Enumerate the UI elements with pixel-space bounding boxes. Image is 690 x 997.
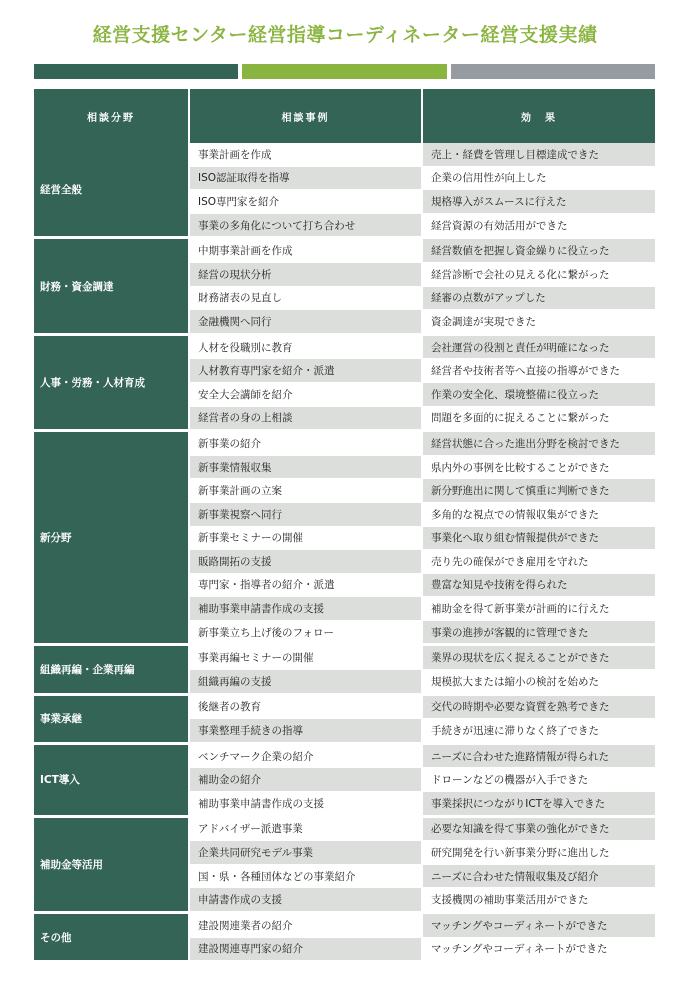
effect-cell: 新分野進出に関して慎重に判断できた xyxy=(422,479,655,503)
example-cell: ISO認証取得を指導 xyxy=(189,166,422,190)
example-cell: 補助事業申請書作成の支援 xyxy=(189,597,422,621)
example-cell: 事業の多角化について打ち合わせ xyxy=(189,213,422,238)
example-cell: 販路開拓の支援 xyxy=(189,550,422,574)
example-cell: 新事業の紹介 xyxy=(189,431,422,456)
table-header-row xyxy=(34,89,655,143)
example-cell: 建設関連専門家の紹介 xyxy=(189,937,422,962)
example-cell: 新事業計画の立案 xyxy=(189,479,422,503)
effect-cell: 売上・経費を管理し目標達成できた xyxy=(422,143,655,166)
table-row xyxy=(34,143,655,166)
effect-cell: 支援機関の補助事業活用ができた xyxy=(422,888,655,913)
effect-cell: 事業採択につながりICTを導入できた xyxy=(422,792,655,817)
effect-cell: 手続きが迅速に滞りなく終了できた xyxy=(422,719,655,744)
example-cell: 人材教育専門家を紹介・派遣 xyxy=(189,359,422,383)
category-cell: 経営全般 xyxy=(34,143,189,238)
effect-cell: 経営資源の有効活用ができた xyxy=(422,213,655,238)
table-row xyxy=(34,743,655,768)
effect-cell: ニーズに合わせた進路情報が得られた xyxy=(422,743,655,768)
example-cell: 経営者の身の上相談 xyxy=(189,406,422,431)
effect-cell: 経審の点数がアップした xyxy=(422,286,655,310)
effect-cell: 研究開発を行い新事業分野に進出した xyxy=(422,841,655,865)
example-cell: 専門家・指導者の紹介・派遣 xyxy=(189,573,422,597)
table-row xyxy=(34,694,655,719)
effect-cell: 問題を多面的に捉えることに繋がった xyxy=(422,406,655,431)
example-cell: 申請書作成の支援 xyxy=(189,888,422,913)
example-cell: 新事業立ち上げ後のフォロー xyxy=(189,620,422,645)
effect-cell: ニーズに合わせた情報収集及び紹介 xyxy=(422,864,655,888)
example-cell: アドバイザー派遣事業 xyxy=(189,816,422,841)
table-row xyxy=(34,431,655,456)
effect-cell: 企業の信用性が向上した xyxy=(422,166,655,190)
example-cell: 建設関連業者の紹介 xyxy=(189,913,422,938)
effect-cell: 補助金を得て新事業が計画的に行えた xyxy=(422,597,655,621)
example-cell: 事業整理手続きの指導 xyxy=(189,719,422,744)
effect-cell: 交代の時期や必要な資質を熟考できた xyxy=(422,694,655,719)
effect-cell: 経営状態に合った進出分野を検討できた xyxy=(422,431,655,456)
example-cell: 事業再編セミナーの開催 xyxy=(189,645,422,670)
example-cell: ベンチマーク企業の紹介 xyxy=(189,743,422,768)
dark-green-bar xyxy=(34,64,238,79)
example-cell: 国・県・各種団体などの事業紹介 xyxy=(189,864,422,888)
category-cell: その他 xyxy=(34,913,189,962)
effect-cell: マッチングやコーディネートができた xyxy=(422,913,655,938)
example-cell: 企業共同研究モデル事業 xyxy=(189,841,422,865)
example-cell: 経営の現状分析 xyxy=(189,262,422,286)
effect-cell: 経営数値を把握し資金繰りに役立った xyxy=(422,238,655,263)
effect-cell: 必要な知識を得て事業の強化ができた xyxy=(422,816,655,841)
page-title: 経営支援センター経営指導コーディネーター経営支援実績 xyxy=(92,24,598,46)
example-cell: 財務諸表の見直し xyxy=(189,286,422,310)
effect-cell: 多角的な視点での情報収集ができた xyxy=(422,502,655,526)
example-cell: 人材を役職別に教育 xyxy=(189,334,422,359)
effect-cell: 経営者や技術者等へ直接の指導ができた xyxy=(422,359,655,383)
table-row xyxy=(34,816,655,841)
effect-cell: 規模拡大または縮小の検討を始めた xyxy=(422,670,655,695)
example-cell: 金融機関へ同行 xyxy=(189,310,422,335)
category-cell: 事業承継 xyxy=(34,694,189,743)
example-cell: 組織再編の支援 xyxy=(189,670,422,695)
category-cell: 財務・資金調達 xyxy=(34,238,189,334)
effect-cell: 規格導入がスムースに行えた xyxy=(422,190,655,214)
table-body xyxy=(34,143,655,962)
effect-cell: マッチングやコーディネートができた xyxy=(422,937,655,962)
effect-cell: 作業の安全化、環境整備に役立った xyxy=(422,382,655,406)
table-row xyxy=(34,238,655,263)
category-cell: ICT導入 xyxy=(34,743,189,816)
effect-cell: 売り先の確保ができ雇用を守れた xyxy=(422,550,655,574)
example-cell: 新事業視察へ同行 xyxy=(189,502,422,526)
table-row xyxy=(34,913,655,938)
gray-bar xyxy=(451,64,655,79)
category-cell: 組織再編・企業再編 xyxy=(34,645,189,694)
example-cell: 事業計画を作成 xyxy=(189,143,422,166)
example-cell: ISO専門家を紹介 xyxy=(189,190,422,214)
example-cell: 後継者の教育 xyxy=(189,694,422,719)
effect-cell: 業界の現状を広く捉えることができた xyxy=(422,645,655,670)
example-cell: 新事業情報収集 xyxy=(189,455,422,479)
light-green-bar xyxy=(242,64,447,79)
effect-cell: 事業の進捗が客観的に管理できた xyxy=(422,620,655,645)
effect-cell: 経営診断で会社の見える化に繋がった xyxy=(422,262,655,286)
effect-cell: 会社運営の役割と責任が明確になった xyxy=(422,334,655,359)
effect-cell: 豊富な知見や技術を得られた xyxy=(422,573,655,597)
category-cell: 補助金等活用 xyxy=(34,816,189,912)
table-row xyxy=(34,334,655,359)
example-cell: 補助金の紹介 xyxy=(189,768,422,792)
decorative-bars xyxy=(34,64,655,79)
example-cell: 補助事業申請書作成の支援 xyxy=(189,792,422,817)
example-cell: 新事業セミナーの開催 xyxy=(189,526,422,550)
effect-cell: 事業化へ取り組む情報提供ができた xyxy=(422,526,655,550)
effect-cell: ドローンなどの機器が入手できた xyxy=(422,768,655,792)
header-effect: 効 果 xyxy=(422,89,655,143)
table-row xyxy=(34,645,655,670)
effect-cell: 県内外の事例を比較することができた xyxy=(422,455,655,479)
category-cell: 人事・労務・人材育成 xyxy=(34,334,189,430)
example-cell: 中期事業計画を作成 xyxy=(189,238,422,263)
support-results-table xyxy=(34,89,655,963)
header-example: 相談事例 xyxy=(189,89,422,143)
example-cell: 安全大会講師を紹介 xyxy=(189,382,422,406)
effect-cell: 資金調達が実現できた xyxy=(422,310,655,335)
header-category: 相談分野 xyxy=(34,89,189,143)
category-cell: 新分野 xyxy=(34,431,189,645)
